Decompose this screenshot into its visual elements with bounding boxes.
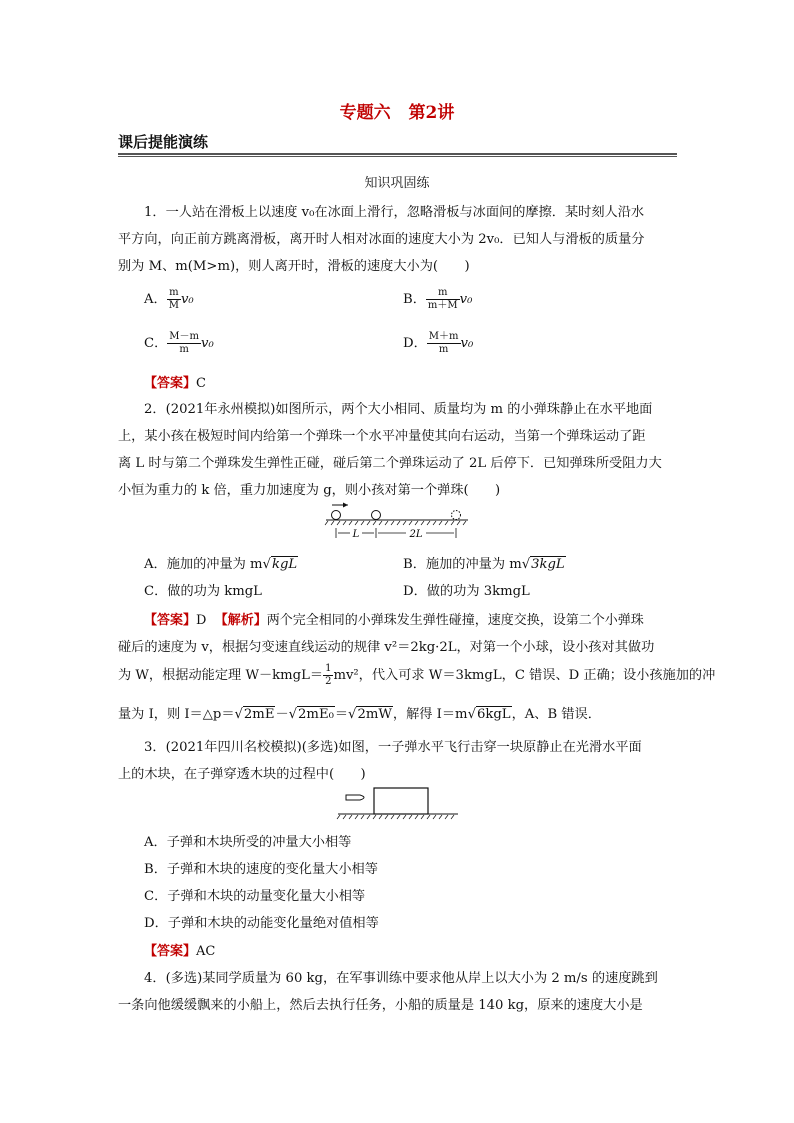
- section-heading: 课后提能演练: [118, 133, 209, 151]
- divider: [118, 156, 677, 157]
- q3-option-c: C．子弹和木块的动量变化量大小相等: [144, 889, 366, 904]
- q1-answer: 【答案】C: [144, 376, 206, 391]
- ground-hatch: [325, 521, 466, 525]
- q4-line-2: 一条向他缓缓飘来的小船上，然后去执行任务，小船的质量是 140 kg，原来的速度大小是: [118, 998, 643, 1013]
- q2-option-a: A．施加的冲量为 m√kgL: [144, 557, 298, 572]
- q2-explanation-line-3: 为 W，根据动能定理 W－kmgL＝ $\frac{1}{2}$ mv²，代入可求 W＝3kmgL，C 错误、D 正确；设小孩施加的冲: [118, 663, 716, 687]
- q1-option-a: A． $\frac{m}{M}$ v₀: [144, 287, 194, 311]
- title-topic: 专题六: [339, 103, 391, 123]
- marble-2: [372, 511, 381, 520]
- q3-line-2: 上的木块，在子弹穿透木块的过程中( ): [118, 767, 366, 782]
- bullet: [346, 795, 364, 800]
- q2-line-3: 离 L 时与第二个弹珠发生弹性正碰，碰后第二个弹珠运动了 2L 后停下．已知弹珠所受阻力大: [118, 456, 662, 471]
- q2-line-4: 小恒为重力的 k 倍，重力加速度为 g，则小孩对第一个弹珠( ): [118, 483, 501, 498]
- q2-option-d: D．做的功为 3kmgL: [403, 584, 530, 599]
- q1-option-b: B． $\frac{m}{m+M}$ v₀: [403, 287, 473, 311]
- q3-figure: [332, 784, 464, 824]
- q2-answer: 【答案】D 【解析】两个完全相同的小弹珠发生弹性碰撞，速度交换，设第二个小弹珠: [144, 613, 644, 628]
- q3-answer: 【答案】AC: [144, 944, 216, 959]
- ground-hatch: [337, 815, 454, 819]
- q2-explanation-line-2: 碰后的速度为 v，根据匀变速直线运动的规律 v²＝2kg·2L，对第一个小球，设小孩对其做功: [118, 640, 655, 655]
- q1-line-1: 1．一人站在滑板上以速度 v₀在冰面上滑行，忽略滑板与冰面间的摩擦．某时刻人沿水: [144, 205, 645, 220]
- q4-line-1: 4．(多选)某同学质量为 60 kg，在军事训练中要求他从岸上以大小为 2 m/s 的速度跳到: [144, 971, 658, 986]
- q3-line-1: 3．(2021年四川名校模拟)(多选)如图，一子弹水平飞行击穿一块原静止在光滑水平面: [144, 740, 642, 755]
- q2-line-2: 上，某小孩在极短时间内给第一个弹珠一个水平冲量使其向右运动，当第一个弹珠运动了距: [118, 429, 646, 444]
- page-title: [0, 98, 794, 123]
- dim-label-2L: 2L: [409, 529, 423, 540]
- q1-line-2: 平方向，向正前方跳离滑板，离开时人相对冰面的速度大小为 2v₀．已知人与滑板的质量分: [118, 232, 645, 247]
- velocity-arrow-head: [343, 503, 348, 508]
- subsection-heading: 知识巩固练: [364, 176, 430, 191]
- divider: [118, 153, 677, 155]
- q1-option-d: D． $\frac{M+m}{m}$ v₀: [403, 331, 474, 355]
- marble-2-final: [452, 511, 461, 520]
- title-lecture: 第2讲: [408, 103, 455, 123]
- q2-option-c: C．做的功为 kmgL: [144, 584, 262, 599]
- q3-option-d: D．子弹和木块的动能变化量绝对值相等: [144, 916, 379, 931]
- q1-line-3: 别为 M、m(M>m)，则人离开时，滑板的速度大小为( ): [118, 259, 470, 274]
- q3-option-b: B．子弹和木块的速度的变化量大小相等: [144, 862, 378, 877]
- dim-label-L: L: [352, 529, 360, 540]
- q2-line-1: 2．(2021年永州模拟)如图所示，两个大小相同、质量均为 m 的小弹珠静止在水平地面: [144, 402, 653, 417]
- q2-option-b: B．施加的冲量为 m√3kgL: [403, 557, 565, 572]
- q1-option-c: C． $\frac{M-m}{m}$ v₀: [144, 331, 214, 355]
- marble-1: [332, 511, 341, 520]
- wooden-block: [374, 788, 428, 814]
- q2-explanation-line-4: 量为 I，则 I＝△p＝√2mE－√2mE₀＝√2mW，解得 I＝m√6kgL，A、B 错误．: [118, 707, 601, 722]
- q2-figure: [322, 500, 472, 542]
- q3-option-a: A．子弹和木块所受的冲量大小相等: [144, 835, 352, 850]
